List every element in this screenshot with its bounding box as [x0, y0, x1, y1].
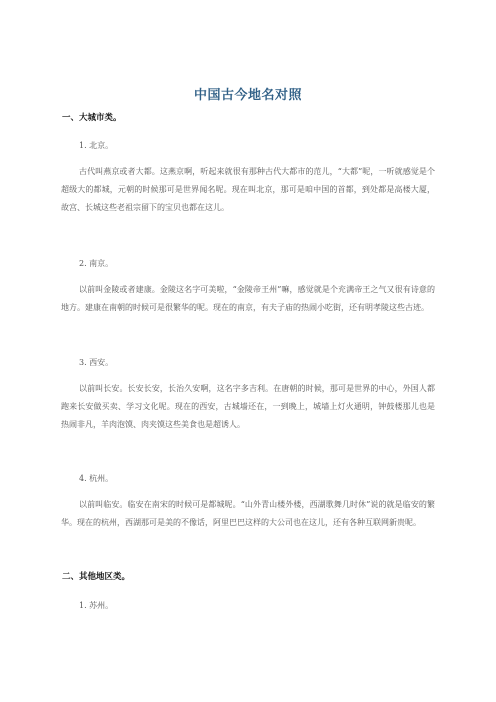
section-heading-big-cities: 一、大城市类。	[62, 113, 122, 123]
item-label-beijing: 1. 北京。	[79, 141, 114, 150]
paragraph-hangzhou: 以前叫临安。临安在南宋的时候可是都城呢。“山外青山楼外楼，西湖歌舞几时休”说的就是临安的繁华。现在的杭州，西湖那可是美的不像话，阿里巴巴这样的大公司也在这儿，还有各种互联网新贵呢。	[61, 500, 435, 527]
paragraph-nanjing: 以前叫金陵或者建康。金陵这名字可美啦，“金陵帝王州”嘛，感觉就是个充满帝王之气又很有诗意的地方。建康在南朝的时候可是很繁华的呢。现在的南京，有夫子庙的热闹小吃街，还有明孝陵这些古迹。	[61, 285, 435, 312]
item-label-xian: 3. 西安。	[79, 358, 114, 367]
item-label-suzhou: 1. 苏州。	[79, 601, 114, 610]
item-label-nanjing: 2. 南京。	[79, 259, 114, 268]
paragraph-beijing: 古代叫燕京或者大都。这燕京啊，听起来就很有那种古代大都市的范儿，“大都”呢，一听就感觉是个超级大的都城，元朝的时候那可是世界闻名呢。现在叫北京，那可是咱中国的首都，到处都是高楼大厦，故宫、长城这些老祖宗留下的宝贝也都在这儿。	[61, 167, 435, 212]
section-heading-other-regions: 二、其他地区类。	[62, 572, 131, 582]
paragraph-xian: 以前叫长安。长安长安，长治久安啊，这名字多吉利。在唐朝的时候，那可是世界的中心，外国人都跑来长安做买卖、学习文化呢。现在的西安，古城墙还在，一到晚上，城墙上灯火通明，钟鼓楼那儿也是热闹非凡，羊肉泡馍、肉夹馍这些美食也是超诱人。	[61, 384, 435, 429]
item-label-hangzhou: 4. 杭州。	[79, 474, 114, 483]
document-title: 中国古今地名对照	[193, 88, 302, 103]
